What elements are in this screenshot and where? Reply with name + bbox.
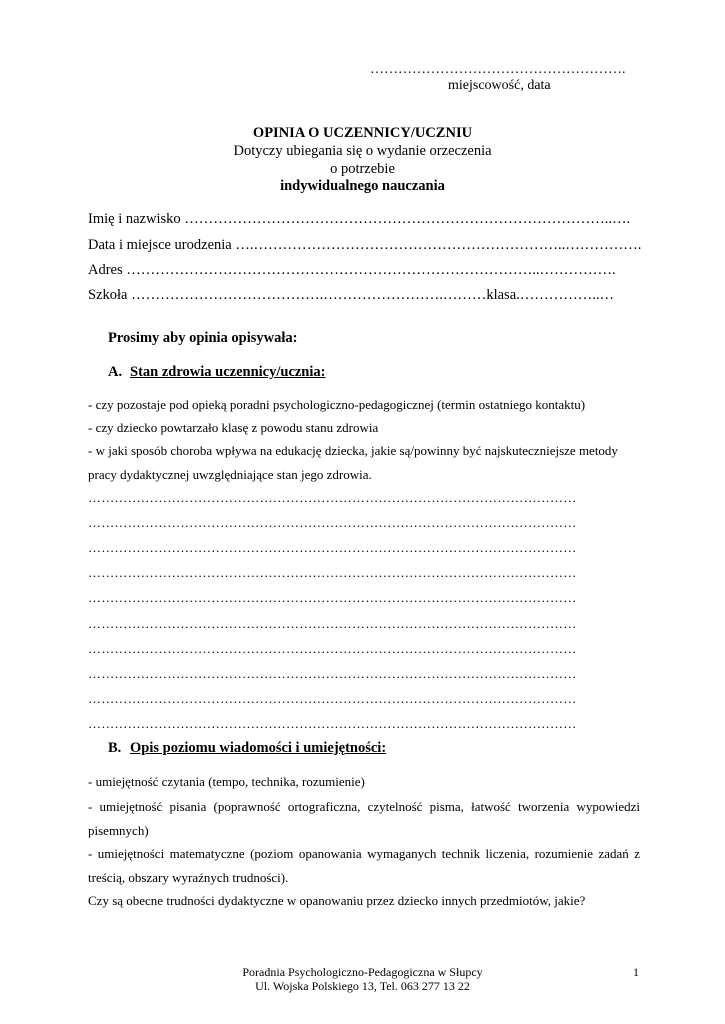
answer-line: …………………………………………………………………………………………………	[88, 691, 577, 706]
document-subtitle-line3: indywidualnego nauczania	[280, 178, 445, 194]
document-subtitle-line2: o potrzebie	[330, 161, 395, 177]
section-a-question: - czy dziecko powtarzało klasę z powodu stanu zdrowia	[88, 420, 379, 435]
answer-line: …………………………………………………………………………………………………	[88, 565, 577, 580]
section-a-question: - czy pozostaje pod opieką poradni psychologiczno-pedagogicznej (termin ostatniego kontaktu)	[88, 397, 586, 412]
section-b-question: - umiejętności matematyczne (poziom opanowania wymaganych technik liczenia, rozumienie zadań z	[88, 846, 640, 861]
section-b-question: - umiejętność czytania (tempo, technika, rozumienie)	[88, 774, 365, 789]
field-address: Adres …………………………………………………………………………..…………….	[88, 262, 616, 278]
answer-line: …………………………………………………………………………………………………	[88, 515, 577, 530]
answer-line: …………………………………………………………………………………………………	[88, 616, 577, 631]
page-number: 1	[633, 965, 639, 979]
section-a-question: pracy dydaktycznej uwzględniające stan jego zdrowia.	[88, 467, 372, 482]
document-title: OPINIA O UCZENNICY/UCZNIU	[252, 125, 473, 141]
section-a-heading	[108, 364, 325, 381]
intro-heading: Prosimy aby opinia opisywała:	[108, 330, 298, 346]
field-school: Szkoła ………………………………….…………………….………klasa.……………..…	[88, 287, 615, 303]
section-b-letter: B.	[108, 740, 122, 756]
footer-line2: Ul. Wojska Polskiego 13, Tel. 063 277 13 22	[255, 979, 470, 993]
answer-line: …………………………………………………………………………………………………	[88, 641, 577, 656]
answer-line: …………………………………………………………………………………………………	[88, 716, 577, 731]
section-b-title: Opis poziomu wiadomości i umiejętności:	[130, 740, 387, 756]
section-b-question: pisemnych)	[88, 823, 149, 838]
field-name: Imię i nazwisko ……………………………………………………………………………..….	[88, 211, 631, 227]
field-birth: Data i miejsce urodzenia ….………………………………………………………..…………….	[88, 237, 642, 253]
section-b-question: Czy są obecne trudności dydaktyczne w opanowaniu przez dziecko innych przedmiotów, jakie?	[88, 893, 586, 908]
section-a-question: - w jaki sposób choroba wpływa na edukację dziecka, jakie są/powinny być najskuteczniejsze metody	[88, 443, 618, 458]
answer-line: …………………………………………………………………………………………………	[88, 666, 577, 681]
answer-line: …………………………………………………………………………………………………	[88, 490, 577, 505]
answer-line: …………………………………………………………………………………………………	[88, 540, 577, 555]
section-b-question: - umiejętność pisania (poprawność ortograficzna, czytelność pisma, łatwość tworzenia wypowiedzi	[88, 799, 640, 814]
place-date-dots: ……………………………………………….	[370, 62, 626, 77]
section-b-heading	[108, 740, 386, 757]
document-subtitle-line1: Dotyczy ubiegania się o wydanie orzeczenia	[233, 143, 492, 159]
section-a-title: Stan zdrowia uczennicy/ucznia:	[130, 364, 326, 380]
section-b-question: treścią, obszary wyraźnych trudności).	[88, 870, 289, 885]
footer-line1: Poradnia Psychologiczno-Pedagogiczna w Słupcy	[242, 965, 483, 979]
section-a-letter: A.	[108, 364, 123, 380]
answer-line: …………………………………………………………………………………………………	[88, 590, 577, 605]
place-date-label: miejscowość, data	[448, 78, 551, 93]
